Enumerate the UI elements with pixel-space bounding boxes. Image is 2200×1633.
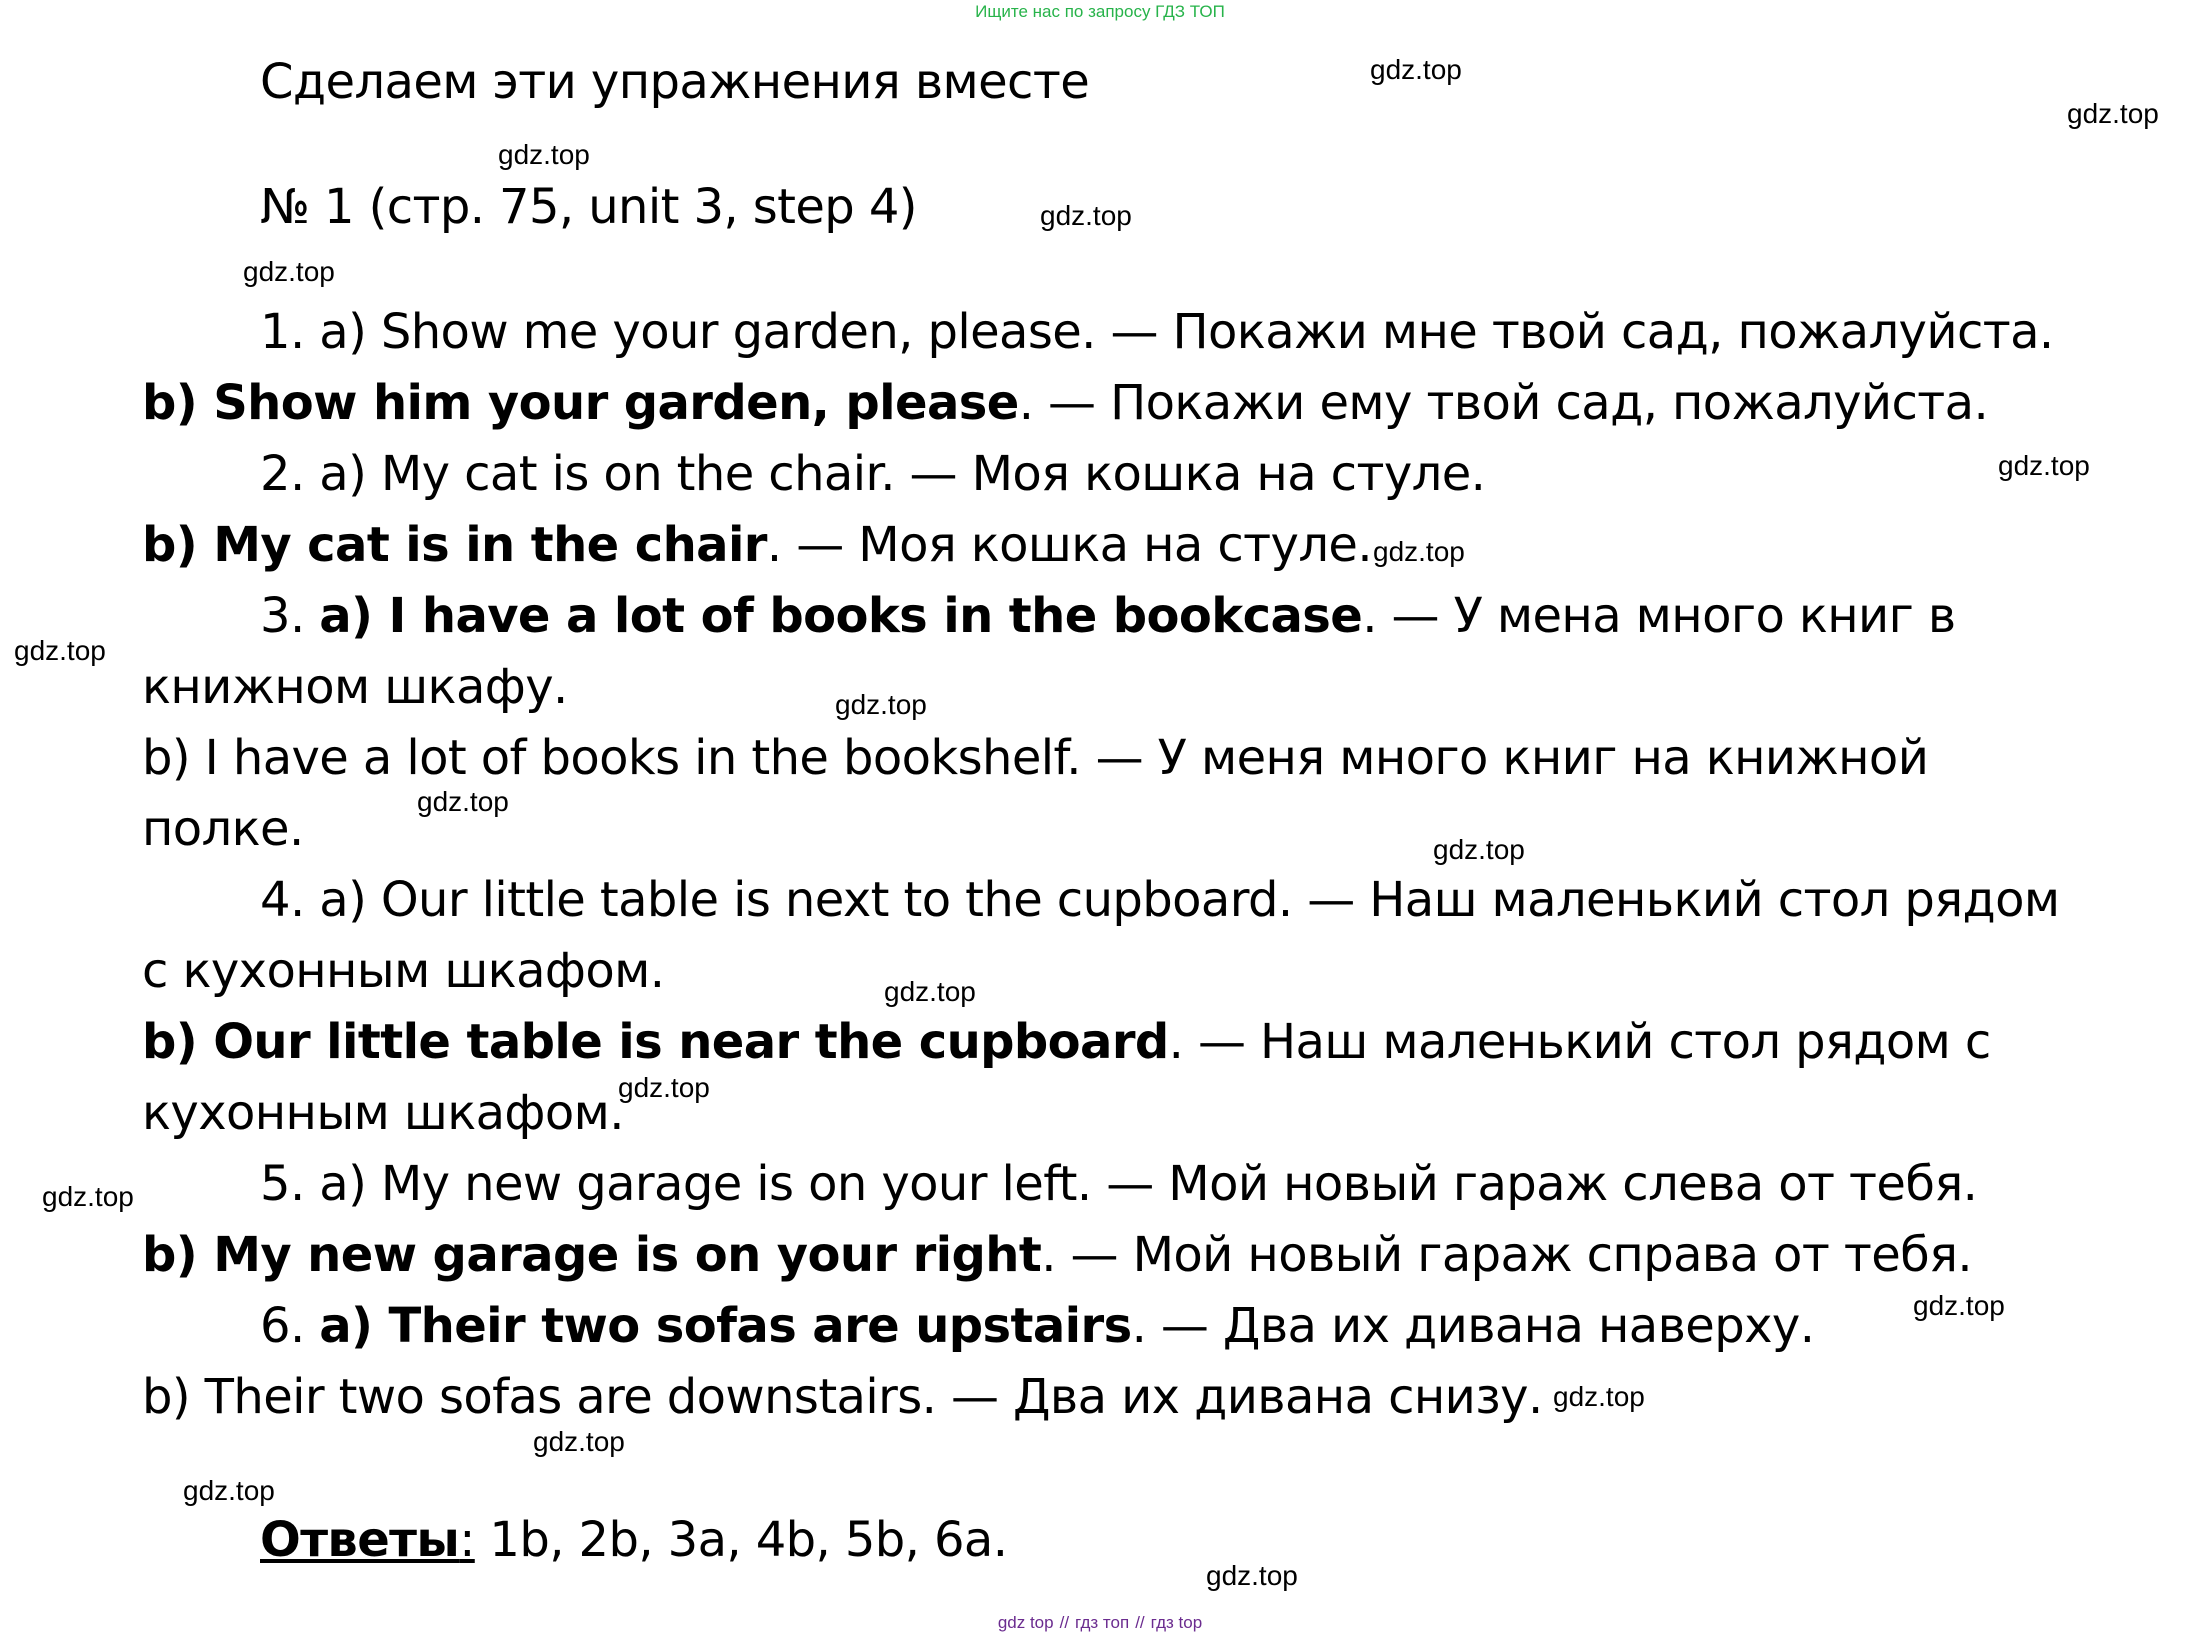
translation-text: . — Наш маленький стол рядом с bbox=[1168, 1014, 1991, 1070]
answers-line bbox=[260, 1510, 1007, 1570]
item-number: 6. bbox=[260, 1298, 320, 1354]
item-3a bbox=[260, 586, 1956, 646]
sentence-text: a) My new garage is on your left. — Мой новый гараж слева от тебя. bbox=[319, 1156, 1978, 1212]
footer-link[interactable]: gdz top bbox=[997, 1613, 1054, 1632]
item-number: 1. bbox=[260, 304, 320, 360]
answers-colon: : bbox=[459, 1512, 475, 1568]
watermark: gdz.top bbox=[618, 1072, 710, 1103]
footer-link[interactable]: гдз top bbox=[1150, 1613, 1203, 1632]
watermark: gdz.top bbox=[533, 1426, 625, 1457]
translation-text: . — Два их дивана наверху. bbox=[1131, 1298, 1815, 1354]
watermark: gdz.top bbox=[2067, 98, 2159, 129]
page-title: Сделаем эти упражнения вместе bbox=[260, 54, 1090, 110]
correct-sentence: a) Their two sofas are upstairs bbox=[319, 1298, 1132, 1354]
item-3a-continuation: книжном шкафу. bbox=[142, 659, 568, 715]
item-1b bbox=[142, 373, 1988, 433]
translation-text: . — Моя кошка на стуле. bbox=[766, 517, 1372, 573]
item-number: 5. bbox=[260, 1156, 320, 1212]
correct-sentence: b) Show him your garden, please bbox=[142, 375, 1019, 431]
item-5b bbox=[142, 1225, 1972, 1285]
watermark: gdz.top bbox=[1913, 1290, 2005, 1321]
item-1a bbox=[260, 302, 2054, 362]
item-number: 2. bbox=[260, 446, 320, 502]
sentence-text: a) Show me your garden, please. — Покажи мне твой сад, пожалуйста. bbox=[319, 304, 2054, 360]
watermark: gdz.top bbox=[1373, 536, 1465, 567]
correct-sentence: b) My cat is in the chair bbox=[142, 517, 767, 573]
item-number: 4. bbox=[260, 872, 320, 928]
translation-text: . — Мой новый гараж справа от тебя. bbox=[1041, 1227, 1973, 1283]
item-4b bbox=[142, 1012, 1991, 1072]
item-4a-continuation: с кухонным шкафом. bbox=[142, 943, 665, 999]
watermark: gdz.top bbox=[498, 139, 590, 170]
watermark: gdz.top bbox=[183, 1475, 275, 1506]
sentence-text: a) My cat is on the chair. — Моя кошка на стуле. bbox=[319, 446, 1486, 502]
item-5a bbox=[260, 1154, 1977, 1214]
answers-label: Ответы bbox=[260, 1512, 460, 1568]
item-2b bbox=[142, 515, 1372, 575]
correct-sentence: a) I have a lot of books in the bookcase bbox=[319, 588, 1363, 644]
watermark: gdz.top bbox=[42, 1181, 134, 1212]
item-6b: b) Their two sofas are downstairs. — Два их дивана снизу. bbox=[142, 1369, 1543, 1425]
exercise-reference: № 1 (стр. 75, unit 3, step 4) bbox=[260, 179, 917, 235]
watermark: gdz.top bbox=[1040, 200, 1132, 231]
watermark: gdz.top bbox=[1998, 450, 2090, 481]
footer-links bbox=[0, 1613, 2200, 1633]
watermark: gdz.top bbox=[884, 976, 976, 1007]
watermark: gdz.top bbox=[417, 786, 509, 817]
footer-separator: // bbox=[1135, 1613, 1145, 1632]
item-3b: b) I have a lot of books in the bookshelf. — У меня много книг на книжной bbox=[142, 730, 1929, 786]
answers-text: 1b, 2b, 3a, 4b, 5b, 6a. bbox=[474, 1512, 1008, 1568]
watermark: gdz.top bbox=[1370, 54, 1462, 85]
watermark: gdz.top bbox=[243, 256, 335, 287]
item-6a bbox=[260, 1296, 1814, 1356]
watermark: gdz.top bbox=[1553, 1381, 1645, 1412]
watermark: gdz.top bbox=[1433, 834, 1525, 865]
translation-text: . — Покажи ему твой сад, пожалуйста. bbox=[1018, 375, 1989, 431]
translation-text: . — У мена много книг в bbox=[1362, 588, 1956, 644]
watermark: gdz.top bbox=[14, 635, 106, 666]
item-3b-continuation: полке. bbox=[142, 801, 304, 857]
footer-link[interactable]: гдз топ bbox=[1075, 1613, 1130, 1632]
item-4a bbox=[260, 870, 2059, 930]
item-2a bbox=[260, 444, 1485, 504]
footer-separator: // bbox=[1059, 1613, 1070, 1632]
watermark: gdz.top bbox=[835, 689, 927, 720]
item-number: 3. bbox=[260, 588, 320, 644]
watermark: gdz.top bbox=[1206, 1560, 1298, 1591]
sentence-text: a) Our little table is next to the cupboard. — Наш маленький стол рядом bbox=[319, 872, 2060, 928]
search-hint: Ищите нас по запросу ГДЗ ТОП bbox=[975, 2, 1225, 21]
correct-sentence: b) Our little table is near the cupboard bbox=[142, 1014, 1169, 1070]
item-4b-continuation: кухонным шкафом. bbox=[142, 1085, 624, 1141]
correct-sentence: b) My new garage is on your right bbox=[142, 1227, 1042, 1283]
